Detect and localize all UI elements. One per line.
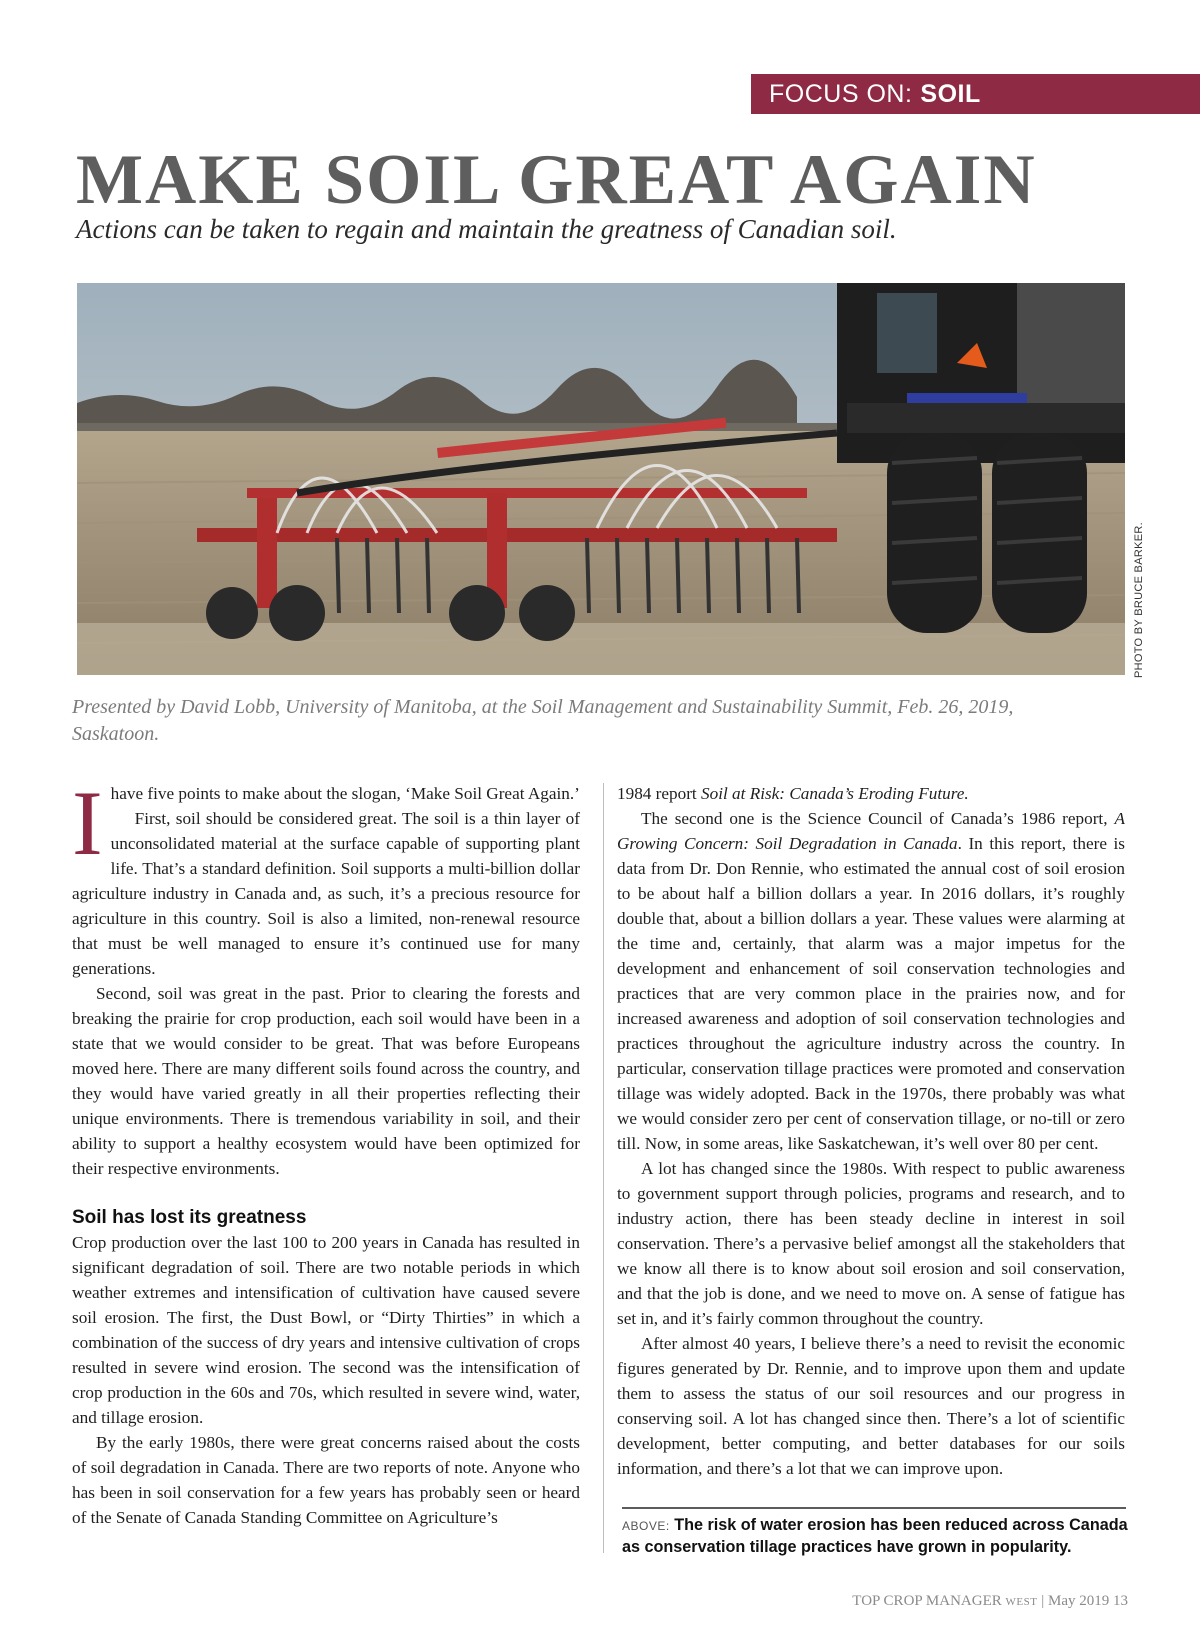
photo-credit: PHOTO BY BRUCE BARKER. xyxy=(1133,522,1145,678)
caption-text: The risk of water erosion has been reduced across Canada as conservation tillage practices have grown in popularity. xyxy=(622,1516,1128,1556)
paragraph: Second, soil was great in the past. Prior to clearing the forests and breaking the prairie for crop production, each soil would have been in a state that we would consider to be great. That was before Europeans moved here. There are many different soils found across the country, and they would have varied greatly in all their properties reflecting their unique environments. There is tremendous variability in soil, and their ability to support a healthy ecosystem would have been optimized for their respective environments. xyxy=(72,984,580,1178)
paragraph-text: . In this report, there is data from Dr. Don Rennie, who estimated the annual cost of soil erosion to be about half a billion dollars a year. In 2016 dollars, it’s roughly double that, about a billion dollars a year. These values were alarming at the time and, certainly, that alarm was a major impetus for the development and enhancement of soil conservation technologies and practices that are very common place in the prairies now, and for increased awareness and adoption of soil conservation technologies and practices throughout the agriculture industry across the country. In particular, conservation tillage practices were promoted and conservation tillage was widely adopted. Back in the 1970s, there probably was what we would consider zero per cent of conservation tillage, or no-till or zero till. Now, in some areas, like Saskatchewan, it’s well over 80 per cent. xyxy=(617,834,1125,1153)
paragraph: First, soil should be considered great. The soil is a thin layer of unconsolidated material at the surface capable of supporting plant life. That’s a standard definition. Soil supports a multi-billion dollar agriculture industry in Canada and, as such, it’s a precious resource for agriculture in this country. Soil is also a limited, non-renewal resource that must be well managed to ensure it’s continued use for many generations. xyxy=(72,809,580,978)
article-column-left xyxy=(72,772,580,1530)
magazine-edition: WEST xyxy=(1005,1596,1038,1608)
report-title: A Growing Concern: Soil Degradation in Canada xyxy=(617,809,1125,853)
paragraph-text: have five points to make about the slogan, ‘Make Soil Great Again.’ xyxy=(110,784,580,803)
section-banner xyxy=(751,74,1200,114)
source-line: Presented by David Lobb, University of Manitoba, at the Soil Management and Sustainability Summit, Feb. 26, 2019, Saskatoon. xyxy=(72,696,1014,745)
column-divider xyxy=(603,783,604,1553)
caption-label: ABOVE: xyxy=(622,1519,670,1533)
magazine-name: TOP CROP MANAGER xyxy=(852,1593,1002,1609)
paragraph: A lot has changed since the 1980s. With respect to public awareness to government support through policies, programs and research, and to industry action, there has been steady decline in interest in soil conservation. There’s a pervasive belief amongst all the stakeholders that we know all there is to know about soil erosion and soil conservation, and that the job is done, and we need to move on. A sense of fatigue has set in, and it’s fairly common throughout the country. xyxy=(617,1159,1125,1328)
drop-cap: I xyxy=(72,772,103,874)
article-column-right xyxy=(617,781,1125,1481)
report-title: Soil at Risk: Canada’s Eroding Future. xyxy=(701,784,969,803)
paragraph: By the early 1980s, there were great concerns raised about the costs of soil degradation in Canada. There are two reports of note. Anyone who has been in soil conservation for a few years has probably seen or heard of the Senate of Canada Standing Committee on Agriculture’s xyxy=(72,1433,580,1527)
caption-rule xyxy=(622,1507,1126,1509)
paragraph: After almost 40 years, I believe there’s a need to revisit the economic figures generated by Dr. Rennie, and to improve upon them and update them to assess the status of our soil resources and our progress in conserving soil. A lot has changed since then. There’s a lot of scientific development, better computing, and better databases for our soils information, and there’s a lot that we can improve upon. xyxy=(617,1334,1125,1478)
paragraph-text: 1984 report xyxy=(617,784,702,803)
banner-topic: SOIL xyxy=(920,79,981,108)
paragraph xyxy=(617,806,1125,1156)
article-deck: Actions can be taken to regain and maintain the greatness of Canadian soil. xyxy=(76,214,897,244)
article-photo xyxy=(77,283,1125,675)
paragraph xyxy=(72,772,580,874)
paragraph-text: The second one is the Science Council of Canada’s 1986 report, xyxy=(641,809,1115,828)
paragraph: Crop production over the last 100 to 200 years in Canada has resulted in significant degradation of soil. There are two notable periods in which weather extremes and intensification of cultivation have caused severe soil erosion. The first, the Dust Bowl, or “Dirty Thirties” in which a combination of the success of dry years and intensive cultivation of crops resulted in severe wind erosion. The second was the intensification of crop production in the 60s and 70s, which resulted in severe wind, water, and tillage erosion. xyxy=(72,1233,580,1427)
article-headline: MAKE SOIL GREAT AGAIN xyxy=(76,141,1037,219)
subheading: Soil has lost its greatness xyxy=(72,1207,307,1228)
paragraph xyxy=(617,781,1125,806)
issue-date-page: May 2019 13 xyxy=(1048,1593,1128,1609)
footer-separator: | xyxy=(1041,1593,1045,1609)
page-footer xyxy=(852,1593,1128,1610)
seeder-photo-illustration xyxy=(77,283,1125,675)
banner-prefix: FOCUS ON: xyxy=(769,79,913,108)
photo-caption xyxy=(622,1515,1128,1558)
